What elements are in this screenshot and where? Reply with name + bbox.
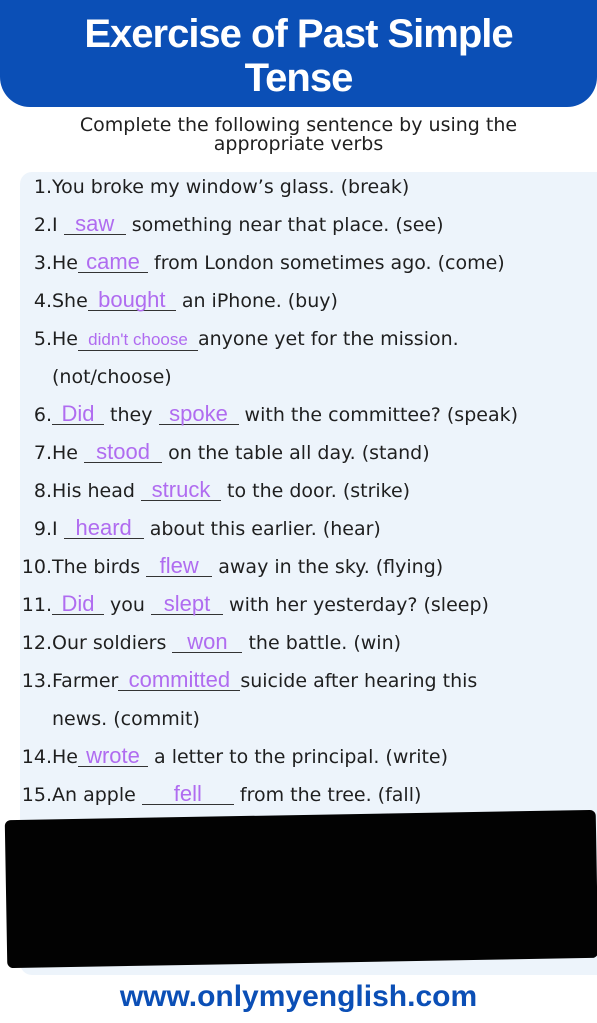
item-number: 2. <box>33 214 52 236</box>
item-number: 13. <box>21 670 52 692</box>
item-number: 10. <box>21 556 52 578</box>
answer-blank: didn't choose <box>78 330 198 351</box>
website-url[interactable]: www.onlymyenglish.com <box>119 980 478 1013</box>
exercise-item-5 <box>0 327 459 351</box>
item-text: to the door. (strike) <box>220 480 411 502</box>
item-number: 6. <box>33 404 52 426</box>
exercise-item-11 <box>0 593 489 617</box>
answer-blank: spoke <box>159 404 239 425</box>
page-title-line-2: Tense <box>244 56 353 100</box>
item-text: on the table all day. (stand) <box>162 442 430 464</box>
page-title-line-1: Exercise of Past Simple <box>84 12 513 56</box>
exercise-item-3 <box>0 251 505 275</box>
item-text: anyone yet for the mission. <box>197 328 459 350</box>
instruction-line-1: Complete the following sentence by using the <box>79 114 518 136</box>
item-number: 1. <box>33 176 52 198</box>
answer-blank: came <box>78 252 148 273</box>
item-text: you <box>104 594 151 616</box>
item-number: 8. <box>33 480 52 502</box>
answer-blank: Did <box>52 594 104 615</box>
item-text: I <box>52 518 64 540</box>
item-text: they <box>104 404 159 426</box>
item-text: away in the sky. (flying) <box>212 556 444 578</box>
item-text: from London sometimes ago. (come) <box>147 252 505 274</box>
exercise-item-7 <box>0 441 430 465</box>
answer-blank: fell <box>142 784 234 805</box>
item-text: an iPhone. (buy) <box>175 290 338 312</box>
item-text: She <box>52 290 88 312</box>
item-text: a letter to the principal. (write) <box>147 746 449 768</box>
item-text: He <box>52 252 78 274</box>
item-text: You broke my window’s glass. (break) <box>52 176 410 198</box>
item-text: from the tree. (fall) <box>233 784 422 806</box>
item-number: 14. <box>21 746 52 768</box>
answer-blank: bought <box>88 290 176 311</box>
item-text: The birds <box>52 556 147 578</box>
item-number: 11. <box>21 594 52 616</box>
item-5-continuation: (not/choose) <box>52 366 172 388</box>
item-text: His head <box>52 480 141 502</box>
item-text: the battle. (win) <box>242 632 402 654</box>
item-number: 7. <box>33 442 52 464</box>
answer-blank: Did <box>52 404 104 425</box>
item-text: about this earlier. (hear) <box>143 518 381 540</box>
exercise-item-10 <box>0 555 443 579</box>
item-13-continuation: news. (commit) <box>52 708 200 730</box>
exercise-item-4 <box>0 289 338 313</box>
title-banner <box>0 0 597 107</box>
instruction <box>20 116 577 154</box>
answer-blank: heard <box>64 518 144 539</box>
exercise-item-6 <box>0 403 518 427</box>
exercise-item-13 <box>0 669 477 693</box>
answer-blank: committed <box>118 670 240 691</box>
answer-blank: flew <box>146 556 212 577</box>
item-text: Farmer <box>52 670 119 692</box>
item-text: Our soldiers <box>52 632 173 654</box>
instruction-line-2: appropriate verbs <box>213 133 384 155</box>
exercise-item-15 <box>0 783 421 807</box>
answer-blank: won <box>172 632 242 653</box>
item-number: 12. <box>21 632 52 654</box>
exercise-item-2 <box>0 213 443 237</box>
item-number: 3. <box>33 252 52 274</box>
item-text: something near that place. (see) <box>125 214 444 236</box>
item-number: 5. <box>33 328 52 350</box>
answer-blank: slept <box>151 594 223 615</box>
item-number: 15. <box>21 784 52 806</box>
item-text: suicide after hearing this <box>240 670 478 692</box>
item-text: An apple <box>52 784 142 806</box>
item-text: He <box>52 328 78 350</box>
redaction-block <box>5 810 597 968</box>
exercise-item-8 <box>0 479 410 503</box>
answer-blank: struck <box>141 480 221 501</box>
exercise-item-12 <box>0 631 401 655</box>
exercise-item-14 <box>0 745 448 769</box>
item-number: 4. <box>33 290 52 312</box>
exercise-item-9 <box>0 517 381 541</box>
answer-blank: wrote <box>78 746 148 767</box>
item-text: with her yesterday? (sleep) <box>223 594 489 616</box>
item-text: He <box>52 442 85 464</box>
answer-blank: stood <box>84 442 162 463</box>
exercise-item-1 <box>0 175 409 199</box>
answer-blank: saw <box>64 214 126 235</box>
item-text: with the committee? (speak) <box>238 404 519 426</box>
item-text: I <box>52 214 64 236</box>
item-number: 9. <box>33 518 52 540</box>
item-text: He <box>52 746 78 768</box>
